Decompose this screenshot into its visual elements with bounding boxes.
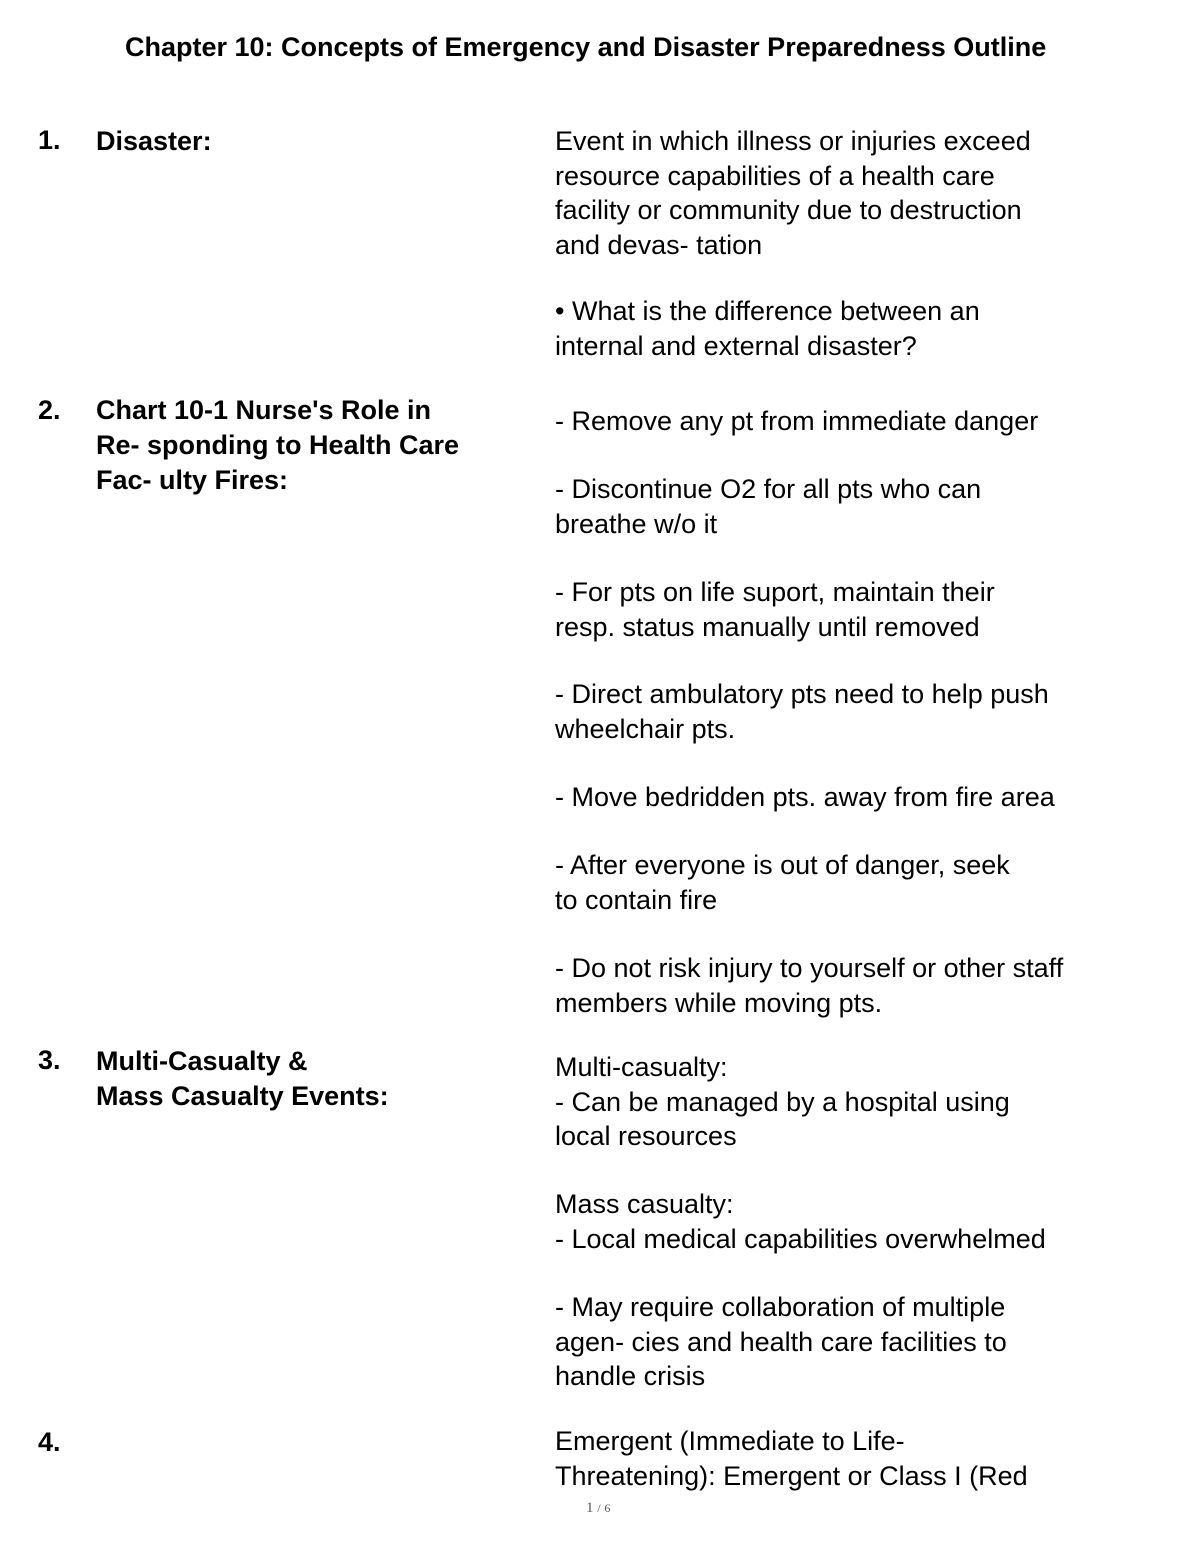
definition-line: - Discontinue O2 for all pts who can <box>555 474 982 504</box>
page-current: 1 <box>586 1500 594 1516</box>
definition-line: members while moving pts. <box>555 987 883 1018</box>
definition-line: - Can be managed by a hospital using <box>555 1086 1010 1117</box>
item-definition <box>555 404 1175 439</box>
item-definition <box>555 1050 1175 1154</box>
item-definition <box>555 1290 1175 1394</box>
definition-line: - Move bedridden pts. away from fire area <box>555 782 1055 812</box>
item-definition <box>555 472 1175 541</box>
item-term <box>96 393 536 498</box>
item-definition <box>555 124 1175 262</box>
term-line: Re- sponding to Health Care <box>96 430 460 460</box>
item-definition <box>555 294 1175 363</box>
definition-line: Mass casualty: <box>555 1189 734 1219</box>
item-definition <box>555 951 1175 1020</box>
definition-line: resource capabilities of a health care <box>555 160 995 191</box>
definition-line: Multi-casualty: <box>555 1052 728 1082</box>
term-line: Multi-Casualty & <box>96 1046 308 1076</box>
definition-line: - Local medical capabilities overwhelmed <box>555 1223 1046 1254</box>
definition-line: handle crisis <box>555 1361 706 1391</box>
definition-line: Threatening): Emergent or Class I (Red <box>555 1460 1028 1491</box>
definition-line: - After everyone is out of danger, seek <box>555 850 1010 880</box>
definition-line: - For pts on life suport, maintain their <box>555 577 995 607</box>
item-definition <box>555 848 1175 917</box>
definition-line: - Do not risk injury to yourself or other staff <box>555 953 1064 983</box>
term-line: Fac- ulty Fires: <box>96 465 289 495</box>
definition-line: internal and external disaster? <box>555 330 917 361</box>
definition-line: Event in which illness or injuries exceed <box>555 126 1031 156</box>
definition-line: to contain fire <box>555 884 718 915</box>
item-definition <box>555 677 1175 746</box>
definition-line: agen- cies and health care facilities to <box>555 1326 1007 1357</box>
page-indicator <box>586 1500 610 1517</box>
item-number: 1. <box>38 125 61 155</box>
item-definition <box>555 1424 1175 1493</box>
term-line: Disaster: <box>96 126 212 156</box>
definition-line: - May require collaboration of multiple <box>555 1292 1006 1322</box>
item-term <box>96 124 536 159</box>
definition-line: and devas- tation <box>555 229 763 260</box>
item-term <box>96 1044 536 1114</box>
definition-line: breathe w/o it <box>555 508 718 539</box>
term-line: Mass Casualty Events: <box>96 1081 389 1111</box>
item-number: 3. <box>38 1045 61 1075</box>
definition-line: resp. status manually until removed <box>555 611 980 642</box>
item-definition <box>555 575 1175 644</box>
term-line: Chart 10-1 Nurse's Role in <box>96 395 432 425</box>
page-total: 6 <box>604 1501 611 1515</box>
definition-line: - Direct ambulatory pts need to help push <box>555 679 1049 709</box>
page-title: Chapter 10: Concepts of Emergency and Disaster Preparedness Outline <box>125 32 1047 62</box>
definition-line: Emergent (Immediate to Life- <box>555 1426 905 1456</box>
definition-line: wheelchair pts. <box>555 713 736 744</box>
item-definition <box>555 780 1175 815</box>
item-definition <box>555 1187 1175 1256</box>
definition-line: • What is the difference between an <box>555 296 980 326</box>
definition-line: local resources <box>555 1121 737 1151</box>
item-number: 4. <box>38 1427 61 1457</box>
definition-line: facility or community due to destruction <box>555 195 1022 225</box>
page-separator: / <box>597 1501 601 1515</box>
definition-line: - Remove any pt from immediate danger <box>555 406 1039 436</box>
item-number: 2. <box>38 395 61 425</box>
